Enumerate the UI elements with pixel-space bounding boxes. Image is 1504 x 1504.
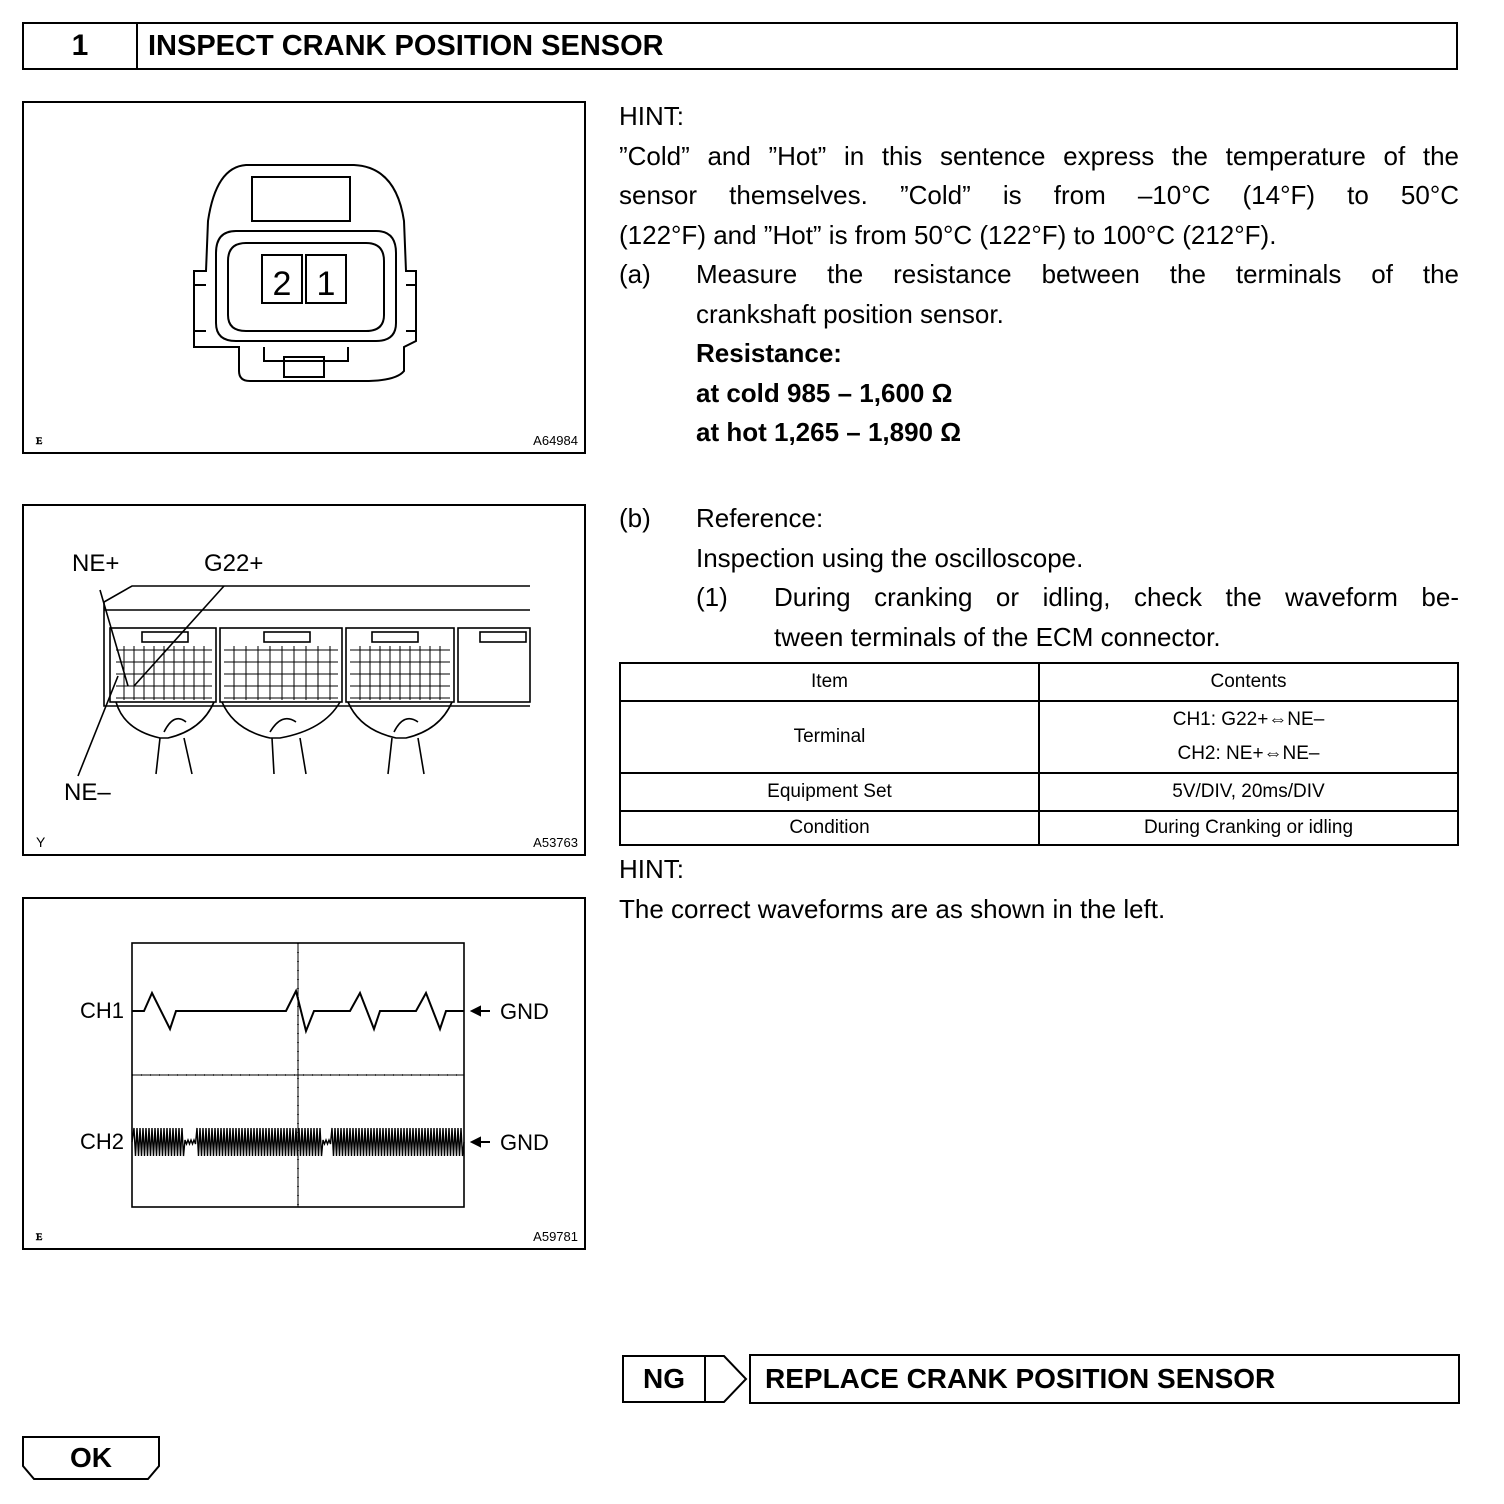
label-ne-minus: NE– [64, 779, 111, 806]
hint-line: (122°F) and ”Hot” is from 50°C (122°F) to 100°C (212°F). [619, 219, 1277, 250]
sensor-connector-drawing [24, 103, 584, 452]
hint-block-1 [619, 97, 1459, 255]
oscilloscope-spec-table [619, 662, 1459, 846]
hint-label: HINT: [619, 854, 684, 884]
hint-line: sensor themselves. ”Cold” is from –10°C (14°F) to 50°C [619, 180, 1459, 210]
step-a-line: Measure the resistance between the terminals of the [696, 259, 1459, 289]
gnd-label-ch2: GND [500, 1130, 549, 1155]
step-b-line: Inspection using the oscilloscope. [696, 542, 1084, 573]
ng-arrow-icon [704, 1355, 748, 1403]
hint-line: ”Cold” and ”Hot” in this sentence express the temperature of the [619, 140, 1459, 171]
figure-sensor-connector [22, 101, 586, 454]
step-header [22, 22, 1458, 70]
substep-marker: (1) [696, 582, 728, 612]
resistance-hot: at hot 1,265 – 1,890 Ω [696, 417, 962, 447]
table-cell-contents [1039, 701, 1458, 773]
figure-mark: Y [36, 834, 46, 850]
ecm-connector-drawing [24, 506, 584, 854]
step-b-label: Reference: [696, 503, 824, 533]
table-row [620, 701, 1458, 773]
ch2-label: CH2 [80, 1129, 125, 1154]
figure-code: A53763 [533, 835, 578, 850]
gnd-label-ch1: GND [500, 999, 549, 1024]
hint-label: HINT: [619, 101, 684, 131]
terminal-1-label: 1 [316, 265, 336, 303]
terminal-ch1: CH1: G22+⇔NE– [1172, 709, 1325, 730]
step-number: 1 [24, 24, 138, 68]
table-cell-item: Condition [620, 811, 1039, 845]
terminal-2-label: 2 [272, 265, 292, 303]
resistance-cold: at cold 985 – 1,600 Ω [696, 377, 953, 408]
figure-ecm-connector [22, 504, 586, 856]
ok-label: OK [70, 1442, 112, 1473]
label-ne-plus: NE+ [72, 550, 120, 577]
figure-code: A59781 [533, 1229, 578, 1244]
ng-result-box: NG [622, 1355, 706, 1403]
ch1-label: CH1 [80, 998, 125, 1023]
step-b [619, 499, 1459, 657]
hint-block-2 [619, 850, 1459, 929]
terminal-ch2: CH2: NE+⇔NE– [1177, 743, 1320, 764]
figure-mark: ꭼ [36, 1227, 43, 1243]
hint-text: The correct waveforms are as shown in the left. [619, 893, 1166, 924]
table-cell-contents: 5V/DIV, 20ms/DIV [1039, 773, 1458, 811]
step-a [619, 255, 1459, 453]
table-header: Item [620, 663, 1039, 701]
table-row [620, 811, 1458, 845]
figure-mark: ꭼ [36, 431, 43, 447]
step-title: INSPECT CRANK POSITION SENSOR [148, 30, 664, 62]
step-a-line: crankshaft position sensor. [696, 298, 1004, 329]
replace-action-box: REPLACE CRANK POSITION SENSOR [749, 1354, 1460, 1404]
ok-result-box [22, 1436, 160, 1480]
table-cell-item: Equipment Set [620, 773, 1039, 811]
step-b-marker: (b) [619, 503, 651, 533]
table-header: Contents [1039, 663, 1458, 701]
table-row [620, 773, 1458, 811]
substep-line: During cranking or idling, check the waveform be- [774, 582, 1459, 612]
label-g22-plus: G22+ [204, 550, 264, 577]
step-a-marker: (a) [619, 259, 651, 289]
waveform-drawing [24, 899, 584, 1248]
table-cell-item: Terminal [620, 701, 1039, 773]
table-cell-contents: During Cranking or idling [1039, 811, 1458, 845]
figure-code: A64984 [533, 433, 578, 448]
resistance-label: Resistance: [696, 338, 842, 368]
figure-waveform [22, 897, 586, 1250]
substep-line: tween terminals of the ECM connector. [774, 621, 1221, 652]
table-header-row [620, 663, 1458, 701]
